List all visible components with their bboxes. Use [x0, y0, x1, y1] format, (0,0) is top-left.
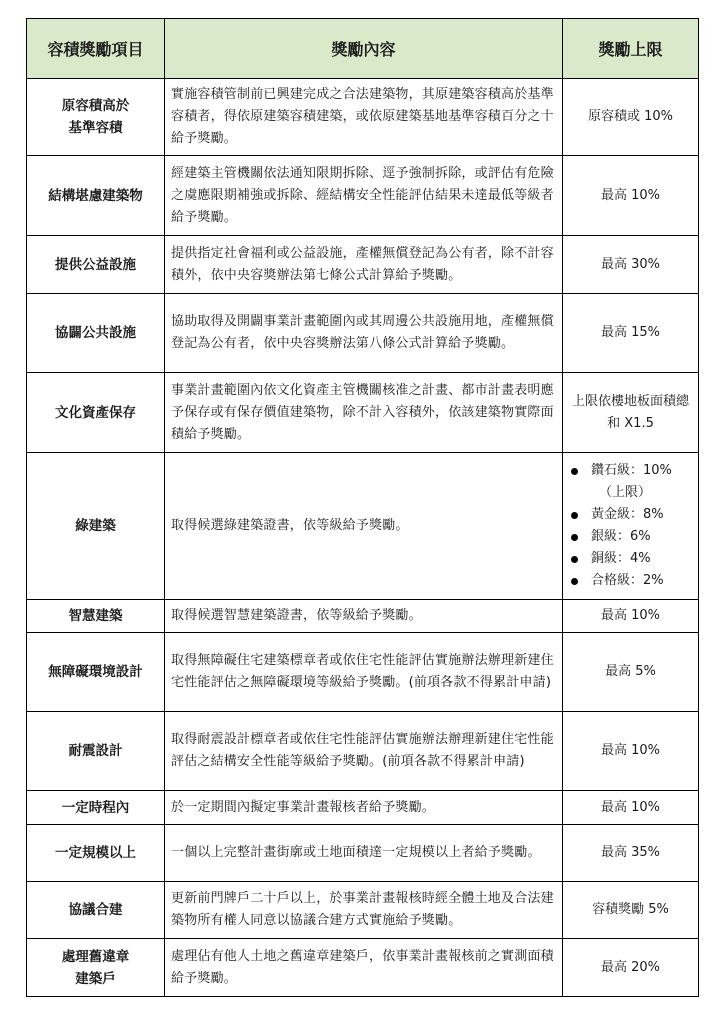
table-row — [27, 882, 699, 939]
row-limit: 原容積或 10% — [563, 79, 699, 156]
level-item — [569, 526, 694, 548]
row-content: 實施容積管制前已興建完成之合法建築物，其原建築容積高於基準容積者，得依原建築容積建築，或依原建築基地基準容積百分之十給予獎勵。 — [165, 79, 563, 156]
table-row — [27, 825, 699, 882]
row-item-name-text: 處理舊違章 建築戶 — [61, 948, 130, 987]
level-item — [569, 504, 694, 526]
row-content: 取得候選智慧建築證書，依等級給予獎勵。 — [165, 600, 563, 633]
row-content: 取得無障礙住宅建築標章者或依住宅性能評估實施辦法辦理新建住宅性能評估之無障礙環境等級給予獎勵。(前項各款不得累計申請) — [165, 633, 563, 712]
bullet-icon — [571, 534, 578, 541]
level-item — [569, 570, 694, 592]
table-row — [27, 939, 699, 997]
level-item — [569, 460, 694, 482]
row-content: 協助取得及開闢事業計畫範圍內或其周邊公共設施用地，產權無償登記為公有者，依中央容獎辦法第八條公式計算給予獎勵。 — [165, 294, 563, 373]
row-limit: 最高 10% — [563, 600, 699, 633]
row-limit: 容積獎勵 5% — [563, 882, 699, 939]
table-row — [27, 791, 699, 825]
row-limit: 最高 5% — [563, 633, 699, 712]
level-label: 合格級：2% — [591, 573, 664, 588]
row-content: 提供指定社會福利或公益設施，產權無償登記為公有者，除不計容積外，依中央容獎辦法第七條公式計算給予獎勵。 — [165, 236, 563, 294]
table-row — [27, 79, 699, 156]
header-content: 獎勵內容 — [165, 19, 563, 79]
table-row — [27, 600, 699, 633]
row-item-name: 綠建築 — [27, 453, 165, 600]
row-item-name: 文化資產保存 — [27, 373, 165, 453]
row-limit: 最高 30% — [563, 236, 699, 294]
table-row — [27, 294, 699, 373]
table-row — [27, 373, 699, 453]
row-limit: 上限依樓地板面積總和 X1.5 — [563, 373, 699, 453]
row-item-name — [27, 79, 165, 156]
row-item-name-text: 原容積高於 基準容積 — [61, 98, 130, 136]
level-label: 銀級：6% — [591, 529, 651, 544]
header-item: 容積獎勵項目 — [27, 19, 165, 79]
bullet-icon — [571, 512, 578, 519]
floor-area-bonus-table — [26, 18, 699, 997]
row-item-name: 結構堪慮建築物 — [27, 156, 165, 236]
row-item-name: 無障礙環境設計 — [27, 633, 165, 712]
bullet-icon — [571, 556, 578, 563]
row-item-name — [27, 939, 165, 997]
row-limit: 最高 15% — [563, 294, 699, 373]
table-row — [27, 156, 699, 236]
level-label: 黃金級：8% — [591, 507, 664, 522]
row-content: 更新前門牌戶二十戶以上，於事業計畫報核時經全體土地及合法建築物所有權人同意以協議合建方式實施給予獎勵。 — [165, 882, 563, 939]
bullet-icon — [571, 468, 578, 475]
row-limit: 最高 10% — [563, 156, 699, 236]
row-content: 取得候選綠建築證書，依等級給予獎勵。 — [165, 453, 563, 600]
row-content: 事業計畫範圍內依文化資產主管機關核准之計畫、都市計畫表明應予保存或有保存價值建築物，除不計入容積外，依該建築物實際面積給予獎勵。 — [165, 373, 563, 453]
table-row — [27, 236, 699, 294]
row-content: 取得耐震設計標章者或依住宅性能評估實施辦法辦理新建住宅性能評估之結構安全性能等級給予獎勵。(前項各款不得累計申請) — [165, 712, 563, 791]
level-item — [569, 548, 694, 570]
row-content: 經建築主管機關依法通知限期拆除、逕予強制拆除，或評估有危險之虞應限期補強或拆除、經結構安全性能評估結果未達最低等級者給予獎勵。 — [165, 156, 563, 236]
row-item-name: 協闢公共設施 — [27, 294, 165, 373]
header-limit: 獎勵上限 — [563, 19, 699, 79]
row-limit: 最高 35% — [563, 825, 699, 882]
table-row — [27, 453, 699, 600]
level-note — [569, 482, 694, 504]
row-limit: 最高 20% — [563, 939, 699, 997]
row-item-name: 智慧建築 — [27, 600, 165, 633]
row-content: 一個以上完整計畫街廓或土地面積達一定規模以上者給予獎勵。 — [165, 825, 563, 882]
bullet-icon — [571, 578, 578, 585]
table-row — [27, 633, 699, 712]
row-item-name: 協議合建 — [27, 882, 165, 939]
level-note-label: （上限） — [599, 485, 652, 500]
table-row — [27, 712, 699, 791]
row-item-name: 一定規模以上 — [27, 825, 165, 882]
table-header-row — [27, 19, 699, 79]
level-label: 銅級：4% — [591, 551, 651, 566]
row-limit — [563, 453, 699, 600]
level-label: 鑽石級：10% — [591, 463, 672, 478]
row-content: 處理佔有他人土地之舊違章建築戶，依事業計畫報核前之實測面積給予獎勵。 — [165, 939, 563, 997]
green-building-levels — [567, 460, 694, 592]
row-item-name: 耐震設計 — [27, 712, 165, 791]
bonus-table-container — [26, 18, 698, 997]
row-item-name: 提供公益設施 — [27, 236, 165, 294]
row-content: 於一定期間內擬定事業計畫報核者給予獎勵。 — [165, 791, 563, 825]
row-item-name: 一定時程內 — [27, 791, 165, 825]
row-limit: 最高 10% — [563, 791, 699, 825]
row-limit: 最高 10% — [563, 712, 699, 791]
